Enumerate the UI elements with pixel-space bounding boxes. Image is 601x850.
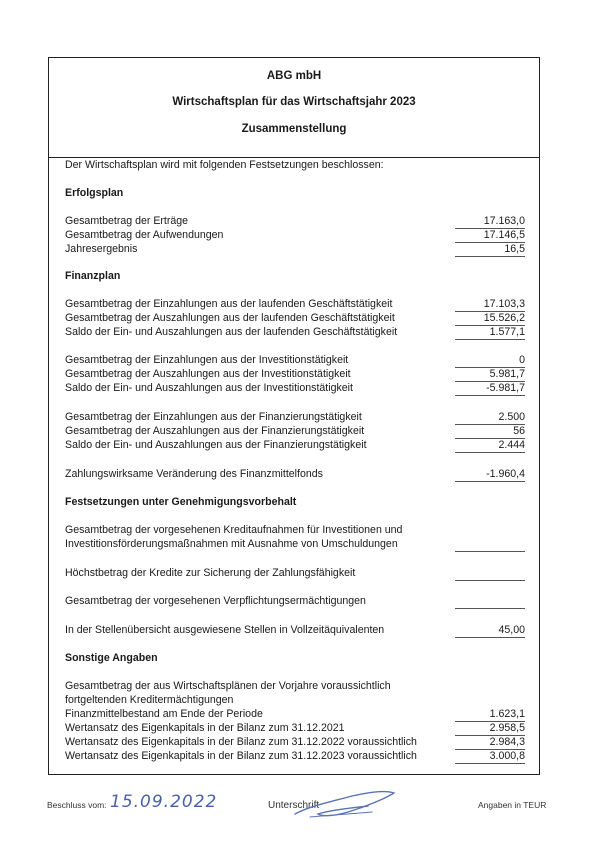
row-value: 17.103,3 (455, 298, 525, 312)
row-label: Saldo der Ein- und Auszahlungen aus der Investitionstätigkeit (65, 382, 353, 394)
document-title: Wirtschaftsplan für das Wirtschaftsjahr 2023 (172, 96, 416, 108)
document-frame (48, 57, 540, 775)
row-label: Gesamtbetrag der vorgesehenen Verpflichtungsermächtigungen (65, 595, 366, 607)
row-label: Gesamtbetrag der Auszahlungen aus der Finanzierungstätigkeit (65, 425, 365, 437)
row-value: 2.500 (455, 411, 525, 425)
row-label-line2: Investitionsförderungsmaßnahmen mit Ausnahme von Umschuldungen (65, 538, 398, 550)
row-label-line2: fortgeltenden Kreditermächtigungen (65, 694, 234, 706)
row-value: 0 (455, 354, 525, 368)
row-label: Gesamtbetrag der Auszahlungen aus der Investitionstätigkeit (65, 368, 351, 380)
section-heading-erfolgsplan: Erfolgsplan (65, 187, 124, 199)
row-value: 16,5 (455, 243, 525, 257)
row-label: Wertansatz des Eigenkapitals in der Bilanz zum 31.12.2023 voraussichtlich (65, 750, 417, 762)
row-value: 15.526,2 (455, 312, 525, 326)
row-value: 56 (455, 425, 525, 439)
row-value (455, 567, 525, 581)
row-value: 2.958,5 (455, 722, 525, 736)
beschluss-label: Beschluss vom: (47, 800, 107, 810)
row-label-line1: Gesamtbetrag der vorgesehenen Kreditaufnahmen für Investitionen und (65, 524, 403, 536)
row-label: Gesamtbetrag der Erträge (65, 215, 189, 227)
row-value: 2.984,3 (455, 736, 525, 750)
row-value (455, 595, 525, 609)
row-value: 17.146,5 (455, 229, 525, 243)
section-heading-finanzplan: Finanzplan (65, 270, 121, 282)
row-label-line1: Gesamtbetrag der aus Wirtschaftsplänen der Vorjahre voraussichtlich (65, 680, 391, 692)
row-label: Gesamtbetrag der Einzahlungen aus der laufenden Geschäftstätigkeit (65, 298, 393, 310)
signature-graphic (290, 784, 400, 824)
document-header (49, 58, 539, 158)
row-value: 2.444 (455, 439, 525, 453)
row-label: Saldo der Ein- und Auszahlungen aus der laufenden Geschäftstätigkeit (65, 326, 398, 338)
row-label: Gesamtbetrag der Einzahlungen aus der Finanzierungstätigkeit (65, 411, 362, 423)
row-label: Gesamtbetrag der Auszahlungen aus der laufenden Geschäftstätigkeit (65, 312, 395, 324)
row-value: -1.960,4 (455, 468, 525, 482)
section-heading-sonstige: Sonstige Angaben (65, 652, 158, 664)
beschluss-date-handwritten: 15.09.2022 (110, 792, 218, 812)
row-label: Wertansatz des Eigenkapitals in der Bilanz zum 31.12.2021 (65, 722, 345, 734)
row-value: 45,00 (455, 624, 525, 638)
company-name: ABG mbH (266, 70, 322, 82)
row-value: 1.623,1 (455, 708, 525, 722)
row-label: Höchstbetrag der Kredite zur Sicherung der Zahlungsfähigkeit (65, 567, 356, 579)
row-label: Zahlungswirksame Veränderung des Finanzmittelfonds (65, 468, 323, 480)
angaben-note: Angaben in TEUR (478, 800, 547, 810)
row-value: -5.981,7 (455, 382, 525, 396)
row-label: Saldo der Ein- und Auszahlungen aus der Finanzierungstätigkeit (65, 439, 367, 451)
row-label: Finanzmittelbestand am Ende der Periode (65, 708, 263, 720)
row-value: 17.163,0 (455, 215, 525, 229)
row-label: Wertansatz des Eigenkapitals in der Bilanz zum 31.12.2022 voraussichtlich (65, 736, 417, 748)
document-subtitle: Zusammenstellung (241, 123, 347, 135)
section-heading-festsetzungen: Festsetzungen unter Genehmigungsvorbehalt (65, 496, 297, 508)
row-label: Jahresergebnis (65, 243, 138, 255)
intro-text: Der Wirtschaftsplan wird mit folgenden Festsetzungen beschlossen: (65, 159, 384, 171)
unterschrift-label: Unterschrift (268, 800, 320, 811)
row-label: In der Stellenübersicht ausgewiesene Stellen in Vollzeitäquivalenten (65, 624, 385, 636)
row-value: 3.000,8 (455, 750, 525, 764)
row-value: 1.577,1 (455, 326, 525, 340)
row-label: Gesamtbetrag der Aufwendungen (65, 229, 224, 241)
row-value (455, 538, 525, 552)
row-value: 5.981,7 (455, 368, 525, 382)
row-label: Gesamtbetrag der Einzahlungen aus der Investitionstätigkeit (65, 354, 349, 366)
